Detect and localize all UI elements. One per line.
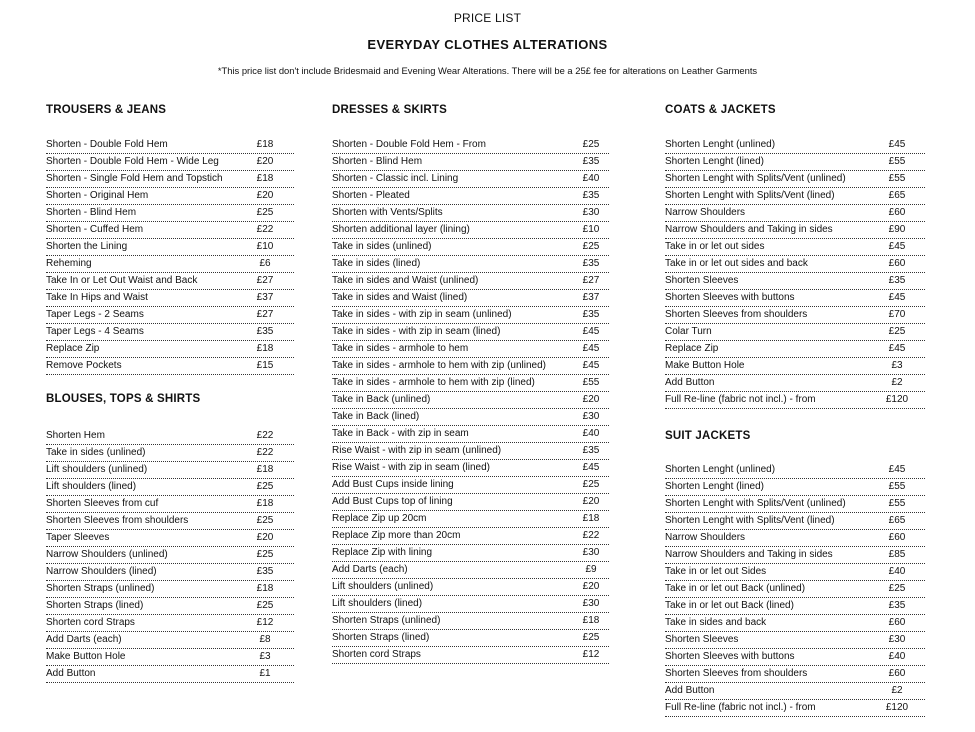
price-row (46, 666, 294, 683)
price-row (332, 426, 609, 443)
price-row (46, 581, 294, 598)
price-row (332, 409, 609, 426)
service-price: £37 (582, 292, 600, 303)
price-row (46, 496, 294, 513)
service-name: Replace Zip up 20cm (332, 513, 427, 524)
service-price: £60 (888, 668, 906, 679)
service-price: £22 (582, 530, 600, 541)
service-price: £9 (585, 564, 597, 575)
price-row (665, 615, 925, 632)
service-price: £30 (582, 207, 600, 218)
service-name: Add Bust Cups inside lining (332, 479, 454, 490)
price-row (665, 239, 925, 256)
service-price: £25 (256, 207, 274, 218)
service-name: Narrow Shoulders (lined) (46, 566, 157, 577)
service-name: Shorten - Double Fold Hem - Wide Leg (46, 156, 219, 167)
service-name: Take in sides and Waist (unlined) (332, 275, 479, 286)
service-name: Shorten Sleeves from shoulders (46, 515, 189, 526)
service-price: £35 (888, 600, 906, 611)
service-price: £60 (888, 258, 906, 269)
service-name: Take in sides (lined) (332, 258, 421, 269)
service-price: £20 (582, 394, 600, 405)
service-price: £35 (582, 258, 600, 269)
price-row (332, 188, 609, 205)
service-name: Take in Back (lined) (332, 411, 420, 422)
service-name: Take In Hips and Waist (46, 292, 148, 303)
price-row (332, 511, 609, 528)
price-row (332, 171, 609, 188)
price-row (332, 477, 609, 494)
service-price: £120 (885, 702, 909, 713)
service-name: Shorten additional layer (lining) (332, 224, 470, 235)
price-row (46, 341, 294, 358)
price-row (46, 598, 294, 615)
service-price: £45 (582, 326, 600, 337)
service-name: Narrow Shoulders (665, 207, 746, 218)
price-row (46, 205, 294, 222)
price-row (665, 479, 925, 496)
service-price: £45 (582, 462, 600, 473)
service-price: £60 (888, 207, 906, 218)
price-row (332, 392, 609, 409)
service-price: £3 (891, 360, 903, 371)
service-name: Make Button Hole (46, 651, 126, 662)
price-row (332, 528, 609, 545)
price-row (332, 545, 609, 562)
service-price: £10 (582, 224, 600, 235)
price-row (332, 358, 609, 375)
price-row (46, 324, 294, 341)
service-name: Remove Pockets (46, 360, 122, 371)
service-name: Shorten Straps (unlined) (332, 615, 441, 626)
price-row (665, 564, 925, 581)
service-name: Add Bust Cups top of lining (332, 496, 453, 507)
service-price: £85 (888, 549, 906, 560)
price-row (665, 581, 925, 598)
service-name: Take in or let out Back (lined) (665, 600, 794, 611)
service-name: Take in sides - armhole to hem with zip (lined) (332, 377, 535, 388)
service-name: Shorten cord Straps (332, 649, 421, 660)
service-price: £35 (582, 309, 600, 320)
price-row (332, 290, 609, 307)
service-name: Shorten with Vents/Splits (332, 207, 443, 218)
service-price: £55 (888, 173, 906, 184)
service-price: £45 (582, 343, 600, 354)
service-name: Shorten Hem (46, 430, 105, 441)
service-price: £40 (582, 428, 600, 439)
service-price: £30 (582, 547, 600, 558)
service-name: Replace Zip more than 20cm (332, 530, 461, 541)
service-name: Take in sides and back (665, 617, 767, 628)
service-price: £6 (259, 258, 271, 269)
service-name: Take in Back (unlined) (332, 394, 431, 405)
service-price: £15 (256, 360, 274, 371)
price-row (46, 239, 294, 256)
price-row (332, 460, 609, 477)
service-name: Take In or Let Out Waist and Back (46, 275, 198, 286)
price-rows (46, 428, 294, 683)
price-row (665, 324, 925, 341)
price-row (46, 137, 294, 154)
price-row (332, 630, 609, 647)
price-row (46, 222, 294, 239)
service-name: Shorten Straps (unlined) (46, 583, 155, 594)
service-price: £22 (256, 447, 274, 458)
price-row (665, 171, 925, 188)
service-price: £18 (256, 498, 274, 509)
price-rows (665, 137, 925, 409)
service-name: Take in or let out sides and back (665, 258, 808, 269)
service-name: Shorten Sleeves with buttons (665, 651, 795, 662)
section-title: TROUSERS & JEANS (46, 104, 167, 116)
price-row (332, 273, 609, 290)
service-name: Lift shoulders (unlined) (332, 581, 434, 592)
price-row (46, 564, 294, 581)
price-row (332, 154, 609, 171)
service-name: Take in or let out sides (665, 241, 765, 252)
service-name: Full Re-line (fabric not incl.) - from (665, 394, 816, 405)
service-price: £65 (888, 515, 906, 526)
service-price: £35 (582, 190, 600, 201)
service-name: Narrow Shoulders and Taking in sides (665, 224, 833, 235)
service-name: Rise Waist - with zip in seam (lined) (332, 462, 491, 473)
price-row (665, 683, 925, 700)
service-name: Shorten Straps (lined) (332, 632, 430, 643)
service-name: Take in sides (unlined) (332, 241, 432, 252)
service-price: £18 (256, 173, 274, 184)
service-name: Take in Back - with zip in seam (332, 428, 469, 439)
service-name: Shorten Lenght with Splits/Vent (lined) (665, 190, 835, 201)
service-price: £45 (888, 464, 906, 475)
service-name: Shorten the Lining (46, 241, 128, 252)
service-name: Shorten - Double Fold Hem (46, 139, 168, 150)
service-price: £18 (582, 513, 600, 524)
service-price: £45 (582, 360, 600, 371)
service-name: Shorten - Blind Hem (332, 156, 423, 167)
section-title: DRESSES & SKIRTS (332, 104, 448, 116)
service-name: Shorten Sleeves from shoulders (665, 309, 808, 320)
service-price: £120 (885, 394, 909, 405)
service-name: Shorten - Classic incl. Lining (332, 173, 459, 184)
price-rows (332, 137, 609, 664)
price-row (665, 496, 925, 513)
price-row (332, 222, 609, 239)
service-name: Reheming (46, 258, 92, 269)
document-title: EVERYDAY CLOTHES ALTERATIONS (367, 37, 608, 52)
price-row (665, 137, 925, 154)
service-name: Shorten Sleeves from cuf (46, 498, 159, 509)
price-row (665, 513, 925, 530)
service-price: £55 (888, 156, 906, 167)
price-row (665, 392, 925, 409)
price-row (46, 171, 294, 188)
price-row (665, 341, 925, 358)
price-row (665, 700, 925, 717)
price-row (46, 462, 294, 479)
service-price: £20 (582, 581, 600, 592)
price-row (46, 632, 294, 649)
service-price: £40 (888, 566, 906, 577)
price-row (665, 632, 925, 649)
service-name: Taper Legs - 4 Seams (46, 326, 144, 337)
service-name: Shorten Lenght with Splits/Vent (lined) (665, 515, 835, 526)
service-name: Add Button (665, 685, 715, 696)
price-row (46, 530, 294, 547)
price-row (665, 222, 925, 239)
service-name: Make Button Hole (665, 360, 745, 371)
service-price: £18 (256, 139, 274, 150)
service-name: Take in sides and Waist (lined) (332, 292, 468, 303)
service-price: £35 (256, 566, 274, 577)
service-price: £27 (256, 309, 274, 320)
service-price: £25 (256, 481, 274, 492)
service-price: £27 (256, 275, 274, 286)
section-title: COATS & JACKETS (665, 104, 776, 116)
price-row (665, 205, 925, 222)
price-row (332, 579, 609, 596)
section-title: SUIT JACKETS (665, 430, 751, 442)
service-price: £25 (582, 241, 600, 252)
service-price: £25 (256, 549, 274, 560)
service-name: Shorten Lenght (unlined) (665, 139, 776, 150)
service-name: Shorten - Blind Hem (46, 207, 137, 218)
service-price: £12 (582, 649, 600, 660)
service-price: £22 (256, 430, 274, 441)
service-price: £18 (256, 464, 274, 475)
price-row (332, 562, 609, 579)
price-row (332, 307, 609, 324)
service-name: Narrow Shoulders and Taking in sides (665, 549, 833, 560)
price-row (665, 188, 925, 205)
service-price: £45 (888, 343, 906, 354)
service-name: Narrow Shoulders (665, 532, 746, 543)
service-price: £35 (582, 156, 600, 167)
price-row (332, 341, 609, 358)
service-name: Replace Zip (46, 343, 100, 354)
service-price: £60 (888, 617, 906, 628)
service-price: £8 (259, 634, 271, 645)
service-price: £20 (256, 190, 274, 201)
service-name: Take in or let out Back (unlined) (665, 583, 806, 594)
price-list-note: *This price list don't include Bridesmaid and Evening Wear Alterations. There will be a 25£ fee for alterations on Leather Garments (217, 65, 758, 76)
service-price: £35 (582, 445, 600, 456)
service-price: £30 (582, 411, 600, 422)
price-row (46, 479, 294, 496)
service-price: £25 (888, 583, 906, 594)
service-price: £35 (888, 275, 906, 286)
price-row (46, 615, 294, 632)
service-name: Shorten Lenght (lined) (665, 481, 764, 492)
service-name: Full Re-line (fabric not incl.) - from (665, 702, 816, 713)
service-price: £30 (582, 598, 600, 609)
service-name: Shorten Lenght (lined) (665, 156, 764, 167)
service-name: Taper Sleeves (46, 532, 110, 543)
service-price: £25 (888, 326, 906, 337)
service-price: £25 (582, 632, 600, 643)
service-name: Shorten Sleeves (665, 634, 739, 645)
price-row (665, 273, 925, 290)
service-name: Shorten - Pleated (332, 190, 410, 201)
service-price: £45 (888, 241, 906, 252)
service-price: £12 (256, 617, 274, 628)
price-row (332, 613, 609, 630)
service-price: £20 (582, 496, 600, 507)
service-name: Replace Zip with lining (332, 547, 433, 558)
price-row (46, 290, 294, 307)
service-price: £30 (888, 634, 906, 645)
service-name: Rise Waist - with zip in seam (unlined) (332, 445, 502, 456)
service-name: Taper Legs - 2 Seams (46, 309, 144, 320)
price-row (332, 324, 609, 341)
service-name: Shorten - Original Hem (46, 190, 149, 201)
service-name: Take in sides - with zip in seam (unlined) (332, 309, 512, 320)
section-title: BLOUSES, TOPS & SHIRTS (46, 393, 201, 405)
price-rows (665, 462, 925, 717)
service-name: Narrow Shoulders (unlined) (46, 549, 168, 560)
price-row (665, 462, 925, 479)
service-name: Take in or let out Sides (665, 566, 767, 577)
service-price: £2 (891, 685, 903, 696)
service-price: £70 (888, 309, 906, 320)
service-price: £40 (888, 651, 906, 662)
service-price: £18 (256, 343, 274, 354)
price-row (332, 647, 609, 664)
service-price: £10 (256, 241, 274, 252)
service-price: £55 (582, 377, 600, 388)
service-name: Add Button (46, 668, 96, 679)
service-name: Shorten - Cuffed Hem (46, 224, 144, 235)
service-name: Shorten Sleeves with buttons (665, 292, 795, 303)
price-row (665, 256, 925, 273)
service-name: Shorten Sleeves (665, 275, 739, 286)
service-price: £55 (888, 498, 906, 509)
service-name: Take in sides - armhole to hem (332, 343, 469, 354)
service-price: £40 (582, 173, 600, 184)
service-name: Shorten Straps (lined) (46, 600, 144, 611)
service-price: £37 (256, 292, 274, 303)
price-row (332, 494, 609, 511)
service-price: £35 (256, 326, 274, 337)
service-price: £18 (582, 615, 600, 626)
service-price: £22 (256, 224, 274, 235)
price-row (46, 256, 294, 273)
service-name: Lift shoulders (lined) (332, 598, 423, 609)
price-row (665, 547, 925, 564)
price-row (46, 154, 294, 171)
price-row (665, 375, 925, 392)
price-row (332, 443, 609, 460)
price-row (332, 205, 609, 222)
price-row (332, 256, 609, 273)
price-row (46, 513, 294, 530)
price-row (332, 137, 609, 154)
service-price: £3 (259, 651, 271, 662)
service-name: Shorten - Double Fold Hem - From (332, 139, 486, 150)
service-name: Lift shoulders (lined) (46, 481, 137, 492)
service-price: £25 (582, 139, 600, 150)
service-price: £45 (888, 292, 906, 303)
price-row (665, 649, 925, 666)
price-row (46, 428, 294, 445)
service-name: Add Darts (each) (332, 564, 408, 575)
service-price: £27 (582, 275, 600, 286)
service-name: Shorten Sleeves from shoulders (665, 668, 808, 679)
price-rows (46, 137, 294, 375)
price-row (332, 239, 609, 256)
service-name: Add Button (665, 377, 715, 388)
price-row (332, 375, 609, 392)
service-name: Take in sides - armhole to hem with zip (unlined) (332, 360, 546, 371)
service-price: £45 (888, 139, 906, 150)
price-row (665, 358, 925, 375)
price-row (46, 273, 294, 290)
price-row (665, 598, 925, 615)
service-price: £20 (256, 156, 274, 167)
service-name: Lift shoulders (unlined) (46, 464, 148, 475)
service-price: £25 (582, 479, 600, 490)
price-row (665, 666, 925, 683)
service-price: £1 (259, 668, 271, 679)
service-name: Shorten Lenght (unlined) (665, 464, 776, 475)
service-price: £60 (888, 532, 906, 543)
service-price: £2 (891, 377, 903, 388)
service-price: £55 (888, 481, 906, 492)
service-name: Add Darts (each) (46, 634, 122, 645)
price-row (665, 530, 925, 547)
price-row (46, 188, 294, 205)
price-row (46, 358, 294, 375)
service-name: Shorten Lenght with Splits/Vent (unlined) (665, 173, 846, 184)
service-price: £25 (256, 600, 274, 611)
service-price: £25 (256, 515, 274, 526)
price-row (46, 445, 294, 462)
service-price: £20 (256, 532, 274, 543)
price-row (332, 596, 609, 613)
price-row (46, 547, 294, 564)
price-row (665, 290, 925, 307)
service-name: Colar Turn (665, 326, 712, 337)
price-row (46, 649, 294, 666)
service-name: Take in sides (unlined) (46, 447, 146, 458)
price-row (665, 307, 925, 324)
service-name: Take in sides - with zip in seam (lined) (332, 326, 501, 337)
service-price: £65 (888, 190, 906, 201)
service-name: Replace Zip (665, 343, 719, 354)
service-price: £90 (888, 224, 906, 235)
document-label: PRICE LIST (453, 11, 522, 25)
service-name: Shorten cord Straps (46, 617, 135, 628)
service-name: Shorten - Single Fold Hem and Topstich (46, 173, 223, 184)
service-price: £18 (256, 583, 274, 594)
price-row (665, 154, 925, 171)
price-row (46, 307, 294, 324)
service-name: Shorten Lenght with Splits/Vent (unlined) (665, 498, 846, 509)
